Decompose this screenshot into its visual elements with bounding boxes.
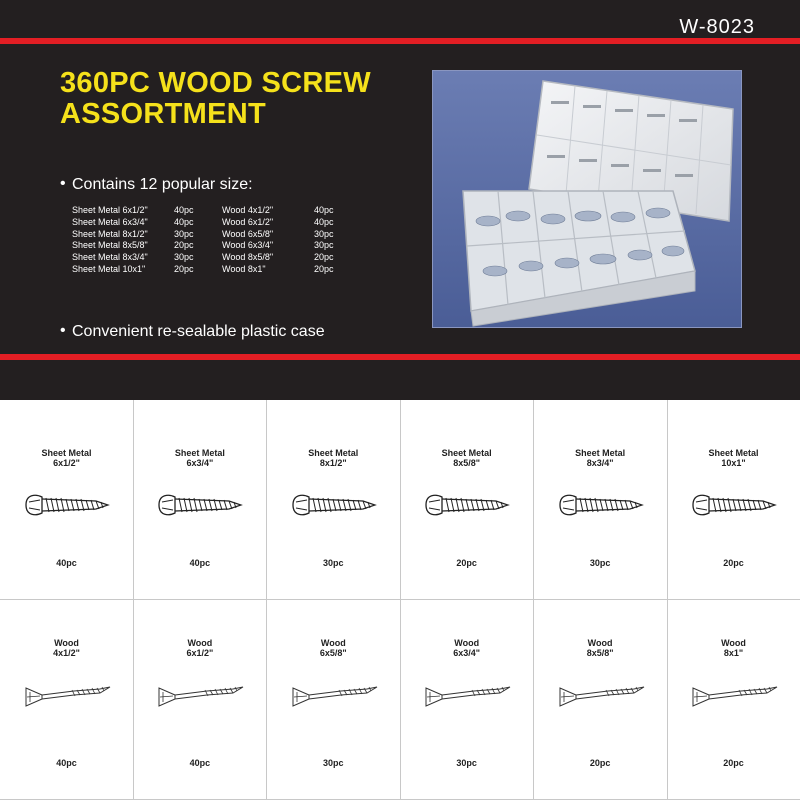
screw-type-label: Wood [320, 638, 346, 648]
screw-type-label: Sheet Metal [441, 448, 492, 458]
screw-size-label: 6x3/4" [453, 648, 481, 658]
screw-type-label: Sheet Metal [41, 448, 92, 458]
screw-size-label: 6x1/2" [186, 648, 214, 658]
screw-size-label: 8x1" [723, 648, 744, 658]
screw-qty-label: 30pc [589, 558, 611, 568]
screw-size-label: 4x1/2" [53, 648, 80, 658]
screw-size-label: 6x1/2" [53, 458, 80, 468]
size-name: Wood 6x1/2" [222, 216, 274, 227]
size-row [222, 205, 334, 217]
size-row [72, 264, 194, 276]
screw-qty-label: 40pc [189, 758, 211, 768]
screw-size-label: 6x5/8" [319, 648, 347, 658]
screw-qty-label: 40pc [56, 758, 77, 768]
size-qty: 20pc [314, 252, 334, 263]
size-name: Wood 8x5/8" [222, 252, 274, 263]
size-name: Sheet Metal 8x5/8" [72, 240, 148, 251]
size-name: Sheet Metal 6x3/4" [72, 216, 148, 227]
size-qty: 30pc [314, 228, 334, 239]
screw-type-label: Wood [587, 638, 613, 648]
screw-type-label: Wood [187, 638, 213, 648]
screw-size-label: 8x5/8" [586, 648, 614, 658]
size-qty: 30pc [314, 240, 334, 251]
screw-type-label: Sheet Metal [708, 448, 759, 458]
screw-qty-label: 30pc [323, 558, 344, 568]
screw-qty-label: 20pc [723, 758, 744, 768]
screw-cell [534, 400, 668, 600]
title-line-1: 360PC WOOD SCREW [60, 67, 371, 99]
size-row [72, 217, 194, 229]
size-name: Wood 4x1/2" [222, 205, 274, 215]
feature-sizes: • Contains 12 popular size: [72, 176, 253, 194]
size-name: Sheet Metal 8x1/2" [72, 228, 148, 239]
size-qty: 30pc [174, 228, 194, 239]
model-number: W-8023 [679, 16, 755, 38]
size-name: Wood 8x1" [222, 263, 266, 274]
screw-type-label: Wood [454, 638, 480, 648]
screw-cell [267, 400, 401, 600]
bottom-red-stripe [0, 354, 800, 360]
case-illustration [433, 71, 742, 328]
screw-qty-label: 20pc [589, 758, 611, 768]
screw-qty-label: 30pc [323, 758, 344, 768]
screw-cell [133, 400, 267, 600]
size-row [222, 264, 334, 276]
screw-cell [133, 600, 267, 800]
screw-qty-label: 20pc [723, 558, 744, 568]
product-title [60, 68, 371, 130]
screw-qty-label: 30pc [456, 758, 477, 768]
sheet-metal-size-list [72, 205, 194, 276]
size-row [222, 240, 334, 252]
size-name: Sheet Metal 6x1/2" [72, 205, 148, 215]
size-row [72, 240, 194, 252]
size-qty: 20pc [174, 263, 194, 274]
size-name: Sheet Metal 10x1" [72, 263, 146, 274]
size-qty: 20pc [174, 240, 194, 251]
size-qty: 40pc [314, 205, 334, 215]
screw-cell [667, 400, 800, 600]
size-name: Sheet Metal 8x3/4" [72, 252, 148, 263]
screw-type-label: Wood [721, 638, 746, 648]
size-row [72, 252, 194, 264]
feature-case: • Convenient re-sealable plastic case [72, 323, 325, 341]
screw-cell [400, 600, 534, 800]
screw-size-label: 8x5/8" [453, 458, 481, 468]
size-qty: 20pc [314, 263, 334, 274]
size-name: Wood 6x3/4" [222, 240, 274, 251]
title-line-2: ASSORTMENT [60, 98, 266, 130]
screw-qty-label: 20pc [456, 558, 477, 568]
screw-cell [667, 600, 800, 800]
size-name: Wood 6x5/8" [222, 228, 274, 239]
screw-type-grid [0, 400, 800, 800]
size-row [222, 229, 334, 241]
wood-size-list [222, 205, 334, 276]
screw-type-label: Sheet Metal [174, 448, 225, 458]
screw-size-label: 8x3/4" [586, 458, 614, 468]
product-photo [432, 70, 742, 328]
screw-cell [534, 600, 668, 800]
size-row [72, 205, 194, 217]
size-qty: 30pc [174, 252, 194, 263]
screw-size-label: 6x3/4" [186, 458, 214, 468]
screw-cell [400, 400, 534, 600]
size-row [72, 229, 194, 241]
size-qty: 40pc [174, 216, 194, 227]
size-qty: 40pc [314, 216, 334, 227]
screw-type-label: Sheet Metal [575, 448, 626, 458]
screw-cell [0, 400, 134, 600]
screw-cell [267, 600, 401, 800]
screw-type-label: Wood [54, 638, 79, 648]
screw-qty-label: 40pc [56, 558, 77, 568]
screw-type-label: Sheet Metal [308, 448, 359, 458]
screw-qty-label: 40pc [189, 558, 211, 568]
screw-size-label: 10x1" [721, 458, 746, 468]
size-qty: 40pc [174, 205, 194, 215]
size-row [222, 217, 334, 229]
screw-cell [0, 600, 134, 800]
screw-size-label: 8x1/2" [319, 458, 347, 468]
size-row [222, 252, 334, 264]
